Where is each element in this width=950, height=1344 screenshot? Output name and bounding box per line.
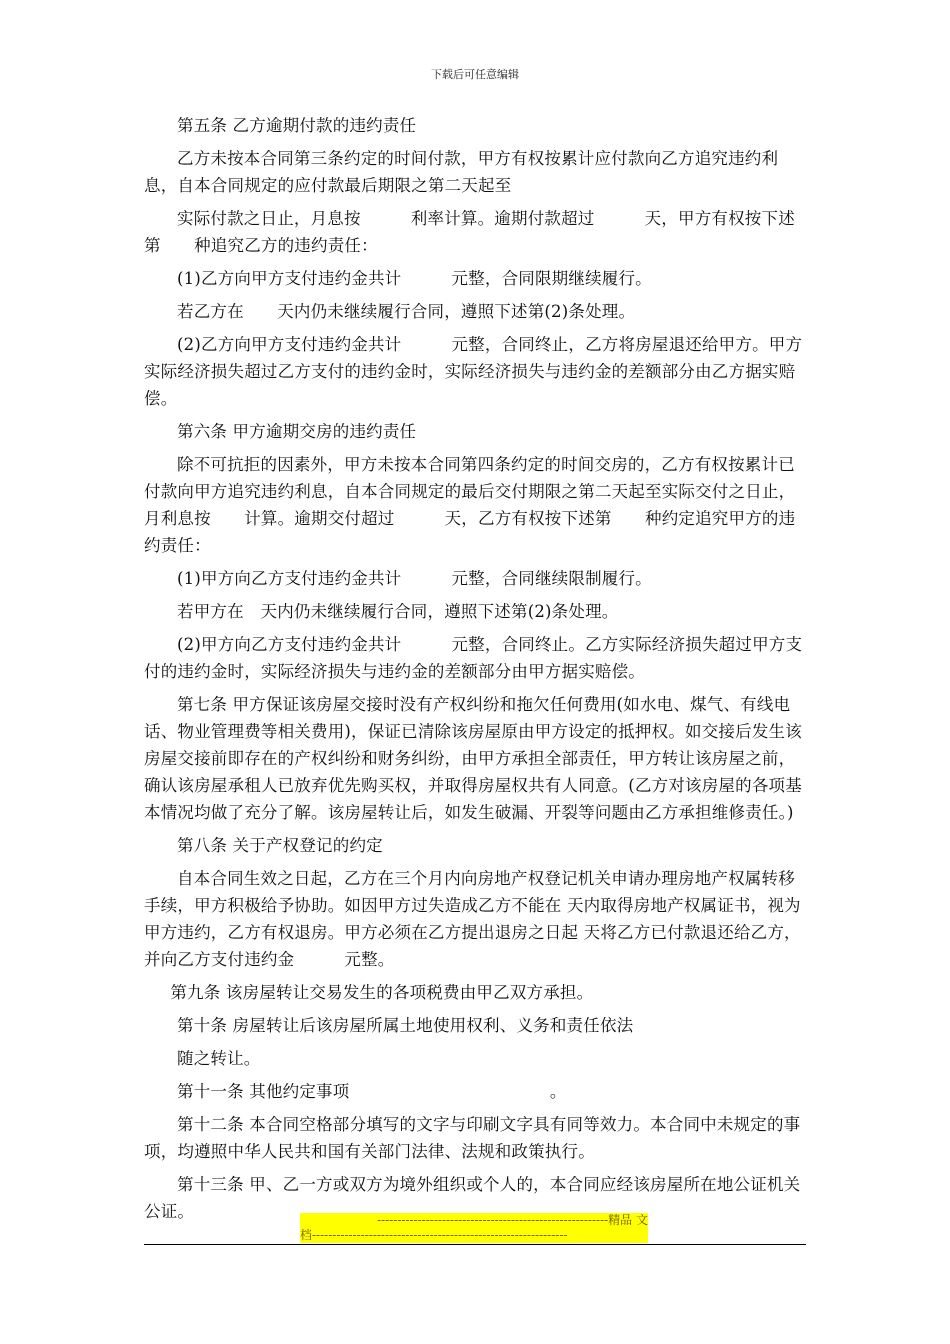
article-12: 第十二条 本合同空格部分填写的文字与印刷文字具有同等效力。本合同中未规定的事项，均遵照中华人民共和国有关部门法律、法规和政策执行。 [144,1115,801,1161]
footer-watermark [300,1213,648,1243]
article-6-heading: 第六条 甲方逾期交房的违约责任 [177,422,417,441]
paragraph: 实际付款之日止，月息按 利率计算。逾期付款超过 天，甲方有权按下述第 种追究乙方的违约责任： [144,209,795,255]
paragraph: 若乙方在 天内仍未继续履行合同，遵照下述第(2)条处理。 [177,302,636,321]
paragraph: 若甲方在 天内仍未继续履行合同，遵照下述第(2)条处理。 [177,602,619,621]
article-7: 第七条 甲方保证该房屋交接时没有产权纠纷和拖欠任何费用(如水电、煤气、有线电话、物业管理费等相关费用)，保证已清除该房屋原由甲方设定的抵押权。如交接后发生该房屋交接前即存在的产权纠纷和财务纠纷，由甲方承担全部责任，甲方转让该房屋之前，确认该房屋承租人已放弃优先购买权，并取得房屋权共有人同意。(乙方对该房屋的各项基本情况均做了充分了解。该房屋转让后，如发生破漏、开裂等问题由乙方承担维修责任。) [144,695,802,822]
article-9: 第九条 该房屋转让交易发生的各项税费由甲乙双方承担。 [170,983,594,1002]
article-11: 第十一条 其他约定事项 。 [177,1082,567,1101]
paragraph: (2)甲方向乙方支付违约金共计 元整，合同终止。乙方实际经济损失超过甲方支付的违约金时，实际经济损失与违约金的差额部分由甲方据实赔偿。 [144,635,803,681]
article-8-heading: 第八条 关于产权登记的约定 [177,836,383,855]
footer-line-2: 档--------------------------------------------------------------- [300,1228,568,1242]
paragraph: (1)甲方向乙方支付违约金共计 元整，合同继续限制履行。 [177,569,652,588]
article-10: 第十条 房屋转让后该房屋所属土地使用权利、义务和责任依法 [177,1016,634,1035]
footer-line-1: ---------------------------------------------------------精品 文 [377,1213,648,1227]
article-13: 第十三条 甲、乙一方或双方为境外组织或个人的，本合同应经该房屋所在地公证机关公证。 [144,1175,801,1221]
page-header: 下载后可任意编辑 [431,68,519,81]
paragraph: 除不可抗拒的因素外，甲方未按本合同第四条约定的时间交房的，乙方有权按累计已付款向甲方追究违约利息，自本合同规定的最后交付期限之第二天起至实际交付之日止，月利息按 计算。逾期交付超过 天，乙方有权按下述第 种约定追究甲方的违约责任： [144,455,796,555]
article-5-heading: 第五条 乙方逾期付款的违约责任 [177,116,417,135]
paragraph: (1)乙方向甲方支付违约金共计 元整，合同限期继续履行。 [177,269,652,288]
paragraph: 自本合同生效之日起，乙方在三个月内向房地产权登记机关申请办理房地产权属转移手续，甲方积极给予协助。如因甲方过失造成乙方不能在 天内取得房地产权属证书，视为甲方违约，乙方有权退房。甲方必须在乙方提出退房之日起 天将乙方已付款退还给乙方，并向乙方支付违约金 元整。 [144,869,801,969]
paragraph: 乙方未按本合同第三条约定的时间付款，甲方有权按累计应付款向乙方追究违约利息，自本合同规定的应付款最后期限之第二天起至 [144,149,779,195]
footer-rule [144,1244,806,1245]
paragraph: 随之转让。 [177,1049,261,1068]
document-body [144,112,808,1231]
paragraph: (2)乙方向甲方支付违约金共计 元整，合同终止，乙方将房屋退还给甲方。甲方实际经济损失超过乙方支付的违约金时，实际经济损失与违约金的差额部分由乙方据实赔偿。 [144,335,803,408]
